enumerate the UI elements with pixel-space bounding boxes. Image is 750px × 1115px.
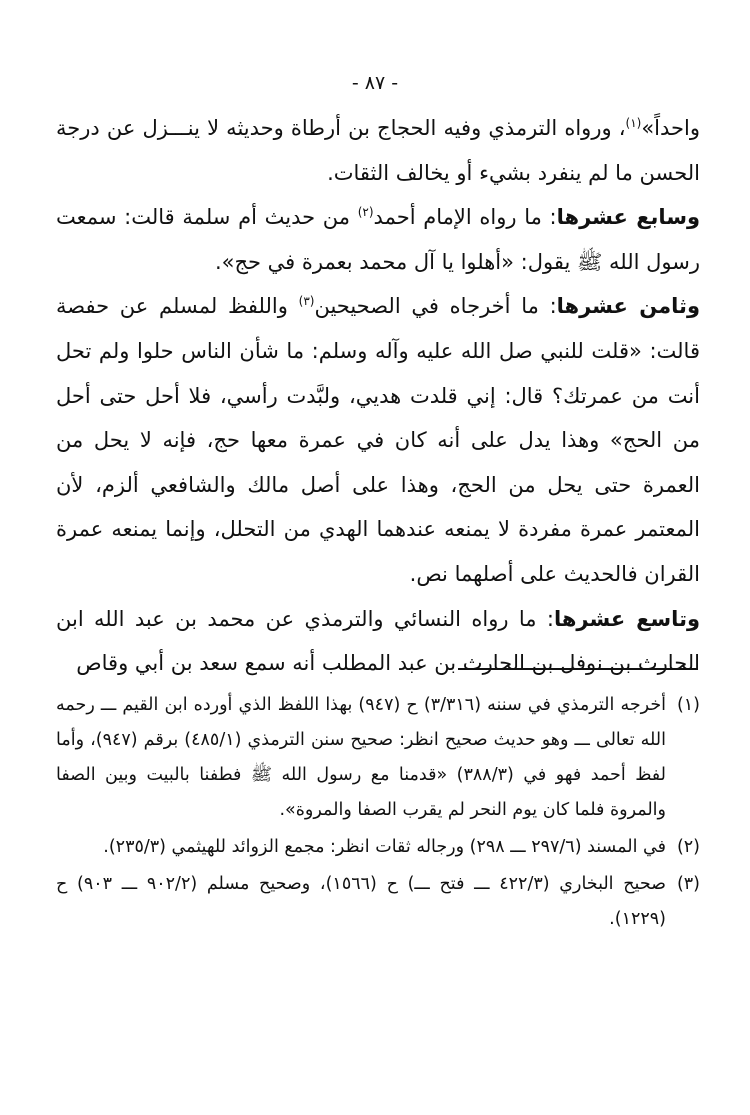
paragraph-2-text-a: : ما رواه الإمام أحمد xyxy=(373,205,557,230)
footnote-text: صحيح البخاري (٤٢٢/٣ ـــ فتح ـــ) ح (١٥٦٦)، وصحيح مسلم (٩٠٢/٢ ـــ ٩٠٣) ح (١٢٢٩). xyxy=(56,874,666,929)
footnote-ref-2: (٢) xyxy=(357,205,374,220)
paragraph-1-text-b: ، ورواه الترمذي وفيه الحجاج بن أرطاة وحديثه لا ينـــزل عن درجة الحسن ما لم ينفرد بشيء أو يخالف الثقات. xyxy=(56,116,700,185)
paragraph-4 xyxy=(56,597,700,686)
paragraph-4-text-b: : ما رواه النسائي والترمذي عن محمد بن عبد الله ابن الحارث بن نوفل بن الحارث بن عبد المطلب أنه سمع سعد بن أبي وقاص xyxy=(56,606,700,676)
paragraph-3-text-a: : ما أخرجاه في الصحيحين xyxy=(314,294,557,319)
paragraph-1-text-a: واحداً» xyxy=(641,116,700,140)
footnote-number: (٣) xyxy=(676,874,700,894)
footnote-1 xyxy=(56,688,700,828)
paragraph-3-lead: وثامن عشرها xyxy=(556,294,700,319)
main-text xyxy=(56,106,700,686)
paragraph-2-lead: وسابع عشرها xyxy=(556,205,701,230)
paragraph-3-text-b: واللفظ لمسلم عن حفصة قالت: «قلت للنبي صل الله عليه وآله وسلم: ما شأن الناس حلوا ولم تحل أنت من عمرتك؟ قال: إني قلدت هديي، ولبَّدت رأسي، فلا أحل حتى أحل من الحج» وهذا يدل على أنه كان في عمرة معها حج، فإنه لا يحل من العمرة حتى يحل من الحج، وهذا على أصل مالك والشافعي ألزم، لأن المعتمر عمرة مفردة لا يمنعه عندهما الهدي من التحلل، وإنما يمنعه عمرة القران فالحديث على أصلهما نص. xyxy=(56,294,700,586)
footnote-ref-3: (٣) xyxy=(298,294,315,309)
footnote-separator xyxy=(458,668,698,670)
paragraph-2-text-b: من حديث أم سلمة قالت: سمعت رسول الله ﷺ يقول: «أهلوا يا آل محمد بعمرة في حج». xyxy=(56,205,700,274)
paragraph-1 xyxy=(56,106,700,195)
footnote-text: أخرجه الترمذي في سننه (٣/٣١٦) ح (٩٤٧) بهذا اللفظ الذي أورده ابن القيم ـــ رحمه الله تعالى ـــ وهو حديث صحيح انظر: صحيح سنن الترمذي (٤٨٥/١) برقم (٩٤٧)، وأما لفظ أحمد فهو في (٣٨٨/٣) «قدمنا مع رسول الله ﷺ فطفنا بالبيت وبين الصفا والمروة فلما كان يوم النحر لم يقرب الصفا والمروة». xyxy=(56,695,667,820)
footnote-3 xyxy=(56,867,700,937)
page-number: - ٨٧ - xyxy=(351,72,399,94)
footnote-2 xyxy=(56,830,700,865)
footnote-number: (٢) xyxy=(676,837,700,857)
paragraph-3 xyxy=(56,284,700,596)
footnote-text: في المسند (٢٩٧/٦ ـــ ٢٩٨) ورجاله ثقات انظر: مجمع الزوائد للهيثمي (٢٣٥/٣). xyxy=(103,837,666,857)
paragraph-2 xyxy=(56,195,700,284)
paragraph-4-lead: وتاسع عشرها xyxy=(553,606,701,631)
footnote-ref-1: (١) xyxy=(625,116,642,130)
footnotes xyxy=(56,688,700,939)
footnote-number: (١) xyxy=(676,695,700,715)
